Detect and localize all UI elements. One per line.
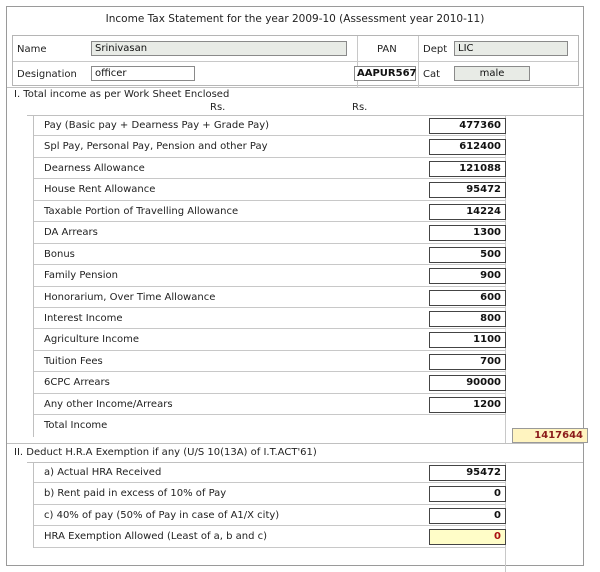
income-amount-input[interactable]: 90000 (429, 375, 506, 391)
hra-row (34, 483, 506, 504)
hra-exemption-value[interactable]: 0 (429, 529, 506, 545)
hra-item-label: b) Rent paid in excess of 10% of Pay (44, 488, 227, 500)
info-row-divider (13, 61, 578, 62)
designation-field[interactable]: officer (91, 66, 195, 81)
income-row (34, 394, 506, 415)
income-amount-input[interactable]: 600 (429, 290, 506, 306)
income-row (34, 222, 506, 243)
income-row (34, 287, 506, 308)
income-row (34, 115, 506, 136)
income-amount-input[interactable]: 1200 (429, 397, 506, 413)
total-income-row (34, 415, 506, 436)
rs-label-2: Rs. (352, 102, 368, 113)
income-item-label: Family Pension (44, 270, 118, 282)
total-income-label: Total Income (44, 420, 108, 432)
income-item-label: Dearness Allowance (44, 162, 145, 174)
name-field[interactable]: Srinivasan (91, 41, 347, 56)
income-row (34, 308, 506, 329)
income-amount-input[interactable]: 1300 (429, 225, 506, 241)
income-amount-input[interactable]: 500 (429, 247, 506, 263)
income-item-label: Pay (Basic pay + Dearness Pay + Grade Pay) (44, 120, 270, 131)
income-row (34, 265, 506, 286)
hra-row (34, 462, 506, 483)
hra-row (34, 505, 506, 526)
income-item-label: Interest Income (44, 312, 123, 324)
name-label: Name (17, 44, 47, 55)
income-amount-input[interactable]: 95472 (429, 182, 506, 198)
income-amount-input[interactable]: 121088 (429, 161, 506, 177)
income-row (34, 158, 506, 179)
income-row (34, 201, 506, 222)
hra-row (34, 526, 506, 547)
income-row (34, 329, 506, 350)
income-amount-input[interactable]: 477360 (429, 118, 506, 134)
income-item-label: Agriculture Income (44, 334, 139, 346)
income-item-label: Spl Pay, Personal Pay, Pension and other Pay (44, 141, 268, 153)
income-row (34, 351, 506, 372)
income-row (34, 136, 506, 157)
dept-field[interactable]: LIC (454, 41, 568, 56)
section-divider (7, 87, 583, 88)
income-amount-input[interactable]: 612400 (429, 139, 506, 155)
cat-label: Cat (423, 69, 441, 80)
income-item-label: House Rent Allowance (44, 184, 156, 196)
income-row (34, 244, 506, 265)
cat-field[interactable]: male (454, 66, 530, 81)
pan-field[interactable]: AAPUR567 (354, 66, 416, 81)
hra-item-label: c) 40% of pay (50% of Pay in case of A1/X city) (44, 509, 280, 521)
section-divider (7, 443, 583, 444)
income-item-label: Taxable Portion of Travelling Allowance (44, 205, 239, 217)
hra-item-label: a) Actual HRA Received (44, 467, 162, 478)
income-row (34, 372, 506, 393)
income-amount-input[interactable]: 14224 (429, 204, 506, 220)
income-items-list (33, 115, 506, 437)
rs-label-1: Rs. (210, 102, 226, 113)
income-item-label: Honorarium, Over Time Allowance (44, 291, 216, 303)
income-item-label: 6CPC Arrears (44, 377, 110, 389)
income-item-label: Bonus (44, 248, 75, 260)
income-amount-input[interactable]: 900 (429, 268, 506, 284)
employee-info-box (12, 35, 579, 86)
income-item-label: Tuition Fees (44, 355, 103, 367)
income-amount-input[interactable]: 1100 (429, 332, 506, 348)
section2-heading: II. Deduct H.R.A Exemption if any (U/S 10(13A) of I.T.ACT'61) (14, 447, 317, 458)
form-title: Income Tax Statement for the year 2009-10 (Assessment year 2010-11) (105, 13, 485, 25)
hra-amount-input[interactable]: 95472 (429, 465, 506, 481)
designation-label: Designation (17, 69, 77, 80)
dept-label: Dept (423, 44, 448, 55)
income-item-label: DA Arrears (44, 227, 98, 239)
section1-heading: I. Total income as per Work Sheet Enclosed (14, 89, 230, 100)
hra-amount-input[interactable]: 0 (429, 508, 506, 524)
income-amount-input[interactable]: 800 (429, 311, 506, 327)
total-income-value[interactable]: 1417644 (512, 428, 588, 443)
hra-amount-input[interactable]: 0 (429, 486, 506, 502)
income-item-label: Any other Income/Arrears (44, 398, 173, 410)
tax-statement-form (6, 6, 584, 566)
income-row (34, 179, 506, 200)
hra-item-label: HRA Exemption Allowed (Least of a, b and c) (44, 531, 268, 543)
pan-label: PAN (377, 44, 397, 55)
hra-items-list (33, 462, 506, 548)
income-amount-input[interactable]: 700 (429, 354, 506, 370)
